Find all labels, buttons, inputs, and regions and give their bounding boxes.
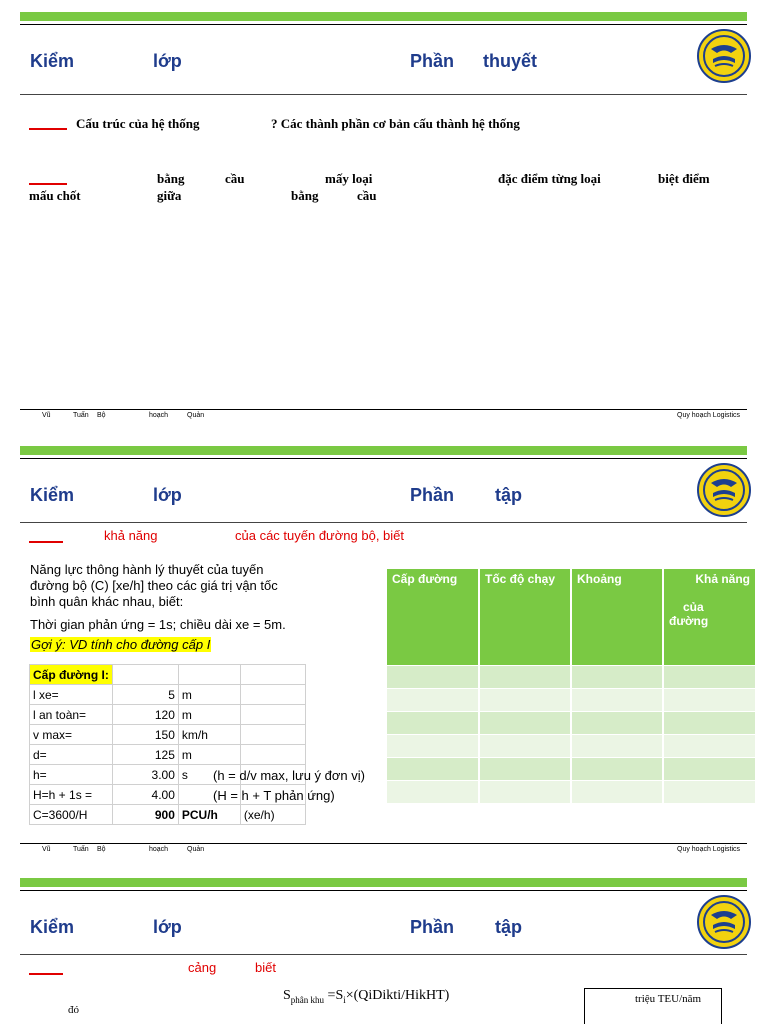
slide-3-header-word-3: Phần — [410, 917, 455, 937]
slide-3-green-bar — [20, 878, 747, 887]
calc-unit: m — [178, 685, 240, 705]
calc-value: 120 — [112, 705, 178, 725]
formula-i: i — [343, 994, 346, 1005]
slide-3-task-bullet-line — [29, 973, 63, 975]
calc-label: H=h + 1s = — [30, 785, 113, 805]
slide-1-footer-dept-2: Quản — [187, 412, 205, 419]
calc-label: v max= — [30, 725, 113, 745]
calc-note-c: (xe/h) — [240, 805, 305, 825]
calc-note-big-h: (H = h + T phản ứng) — [213, 788, 335, 803]
calc-value: 3.00 — [112, 765, 178, 785]
task-text-b: của các tuyến đường bộ, biết — [235, 528, 404, 543]
question-2-word-4: đặc điểm từng loại — [498, 171, 601, 186]
calc-value: 4.00 — [112, 785, 178, 805]
calc-value: 5 — [112, 685, 178, 705]
question-2-word-9: cầu — [357, 188, 377, 203]
slide-1-header-word-3: Phần — [410, 51, 455, 71]
slide-2-header-word-2: lớp — [153, 485, 182, 505]
slide-1-header-word-4: thuyết — [483, 51, 537, 71]
calc-label: C=3600/H — [30, 805, 113, 825]
question-2-word-7: giữa — [157, 188, 182, 203]
hint-text: Gợi ý: VD tính cho đường cấp I — [31, 637, 211, 652]
problem-line-3: bình quân khác nhau, biết: — [30, 594, 184, 609]
calc-unit: m — [178, 705, 240, 725]
slide-3-header-word-2: lớp — [153, 917, 182, 937]
university-logo-icon — [697, 895, 751, 949]
answer-box-unit: triệu TEU/năm — [635, 993, 702, 1005]
slide-3-header-word-4: tập — [495, 917, 522, 937]
col-header-capacity-line-1: Khả năng — [695, 572, 750, 586]
calc-value: 150 — [112, 725, 178, 745]
calc-title: Cấp đường I: — [30, 665, 113, 685]
problem-line-2: đường bộ (C) [xe/h] theo các giá trị vận tốc — [30, 578, 278, 593]
slide-1-footer-dept-1: hoạch — [149, 412, 169, 419]
calc-unit: s — [178, 765, 240, 785]
calc-label: d= — [30, 745, 113, 765]
question-2-word-1: bằng — [157, 171, 185, 186]
calc-label: h= — [30, 765, 113, 785]
slide-2-header-word-4: tập — [495, 485, 522, 505]
calc-unit: m — [178, 745, 240, 765]
slide-2-footer-course: Quy hoạch Logistics — [677, 846, 741, 853]
slide-3-header-divider — [20, 954, 747, 955]
answer-box — [584, 988, 722, 1024]
calc-note-h: (h = d/v max, lưu ý đơn vị) — [213, 768, 365, 783]
calc-label: l xe= — [30, 685, 113, 705]
formula-end: iDikti/HikHT) — [368, 988, 450, 1003]
question-2-word-2: cầu — [225, 171, 245, 186]
slide-2-header-word-3: Phần — [410, 485, 455, 505]
formula-tail: ×(Q — [345, 988, 369, 1003]
slide-3-top-line — [20, 890, 747, 891]
formula — [283, 988, 449, 1005]
question-1-part-b: ? Các thành phần cơ bản cấu thành hệ thống — [271, 116, 520, 131]
problem-line-4: Thời gian phản ứng = 1s; chiều dài xe = 5m. — [30, 617, 286, 632]
formula-s: S — [283, 988, 291, 1003]
slide-3-task-text-a: cảng — [188, 960, 217, 975]
calc-label: l an toàn= — [30, 705, 113, 725]
question-2-word-6: mấu chốt — [29, 188, 81, 203]
col-header-capacity-line-3: đường — [669, 614, 709, 628]
task-text-a: khả năng — [104, 528, 158, 543]
formula-eq: =S — [324, 988, 344, 1003]
problem-line-1: Năng lực thông hành lý thuyết của tuyến — [30, 562, 264, 577]
slide-1-header-word-2: lớp — [153, 51, 182, 71]
question-2-word-5: biệt điểm — [658, 171, 710, 186]
slide-3-header-word-1: Kiểm — [30, 917, 75, 937]
calc-value: 125 — [112, 745, 178, 765]
slide-2-footer-author-3: Bộ — [97, 846, 106, 853]
slide-2-footer-author-2: Tuấn — [73, 846, 89, 853]
where-text: đó — [68, 1004, 79, 1016]
calc-value: 900 — [112, 805, 178, 825]
slide-3-task-text-b: biết — [255, 960, 276, 975]
slide-2-footer-dept-1: hoạch — [149, 846, 169, 853]
slide-1-footer-course: Quy hoạch Logistics — [677, 412, 741, 419]
slide-1-footer-author-1: Vũ — [42, 412, 51, 419]
col-header-speed: Tốc độ chạy — [479, 569, 571, 665]
slide-2-footer-dept-2: Quản — [187, 846, 205, 853]
question-1-part-a: Cấu trúc của hệ thống — [76, 116, 200, 131]
slide-1-header-word-1: Kiểm — [30, 51, 75, 71]
col-header-capacity-line-2: của — [683, 600, 704, 614]
col-header-road-class: Cấp đường — [387, 569, 479, 665]
slide-1-footer-author-3: Bộ — [97, 412, 106, 419]
question-2-word-8: bằng — [291, 188, 319, 203]
question-2-word-3: mấy loại — [325, 171, 373, 186]
col-header-distance: Khoảng — [571, 569, 663, 665]
formula-sub: phân khu — [290, 994, 325, 1005]
slide-2-header-word-1: Kiểm — [30, 485, 75, 505]
slide-2-footer-author-1: Vũ — [42, 846, 51, 853]
calc-unit: km/h — [178, 725, 240, 745]
calc-unit: PCU/h — [178, 805, 240, 825]
slide-1-footer-author-2: Tuấn — [73, 412, 89, 419]
